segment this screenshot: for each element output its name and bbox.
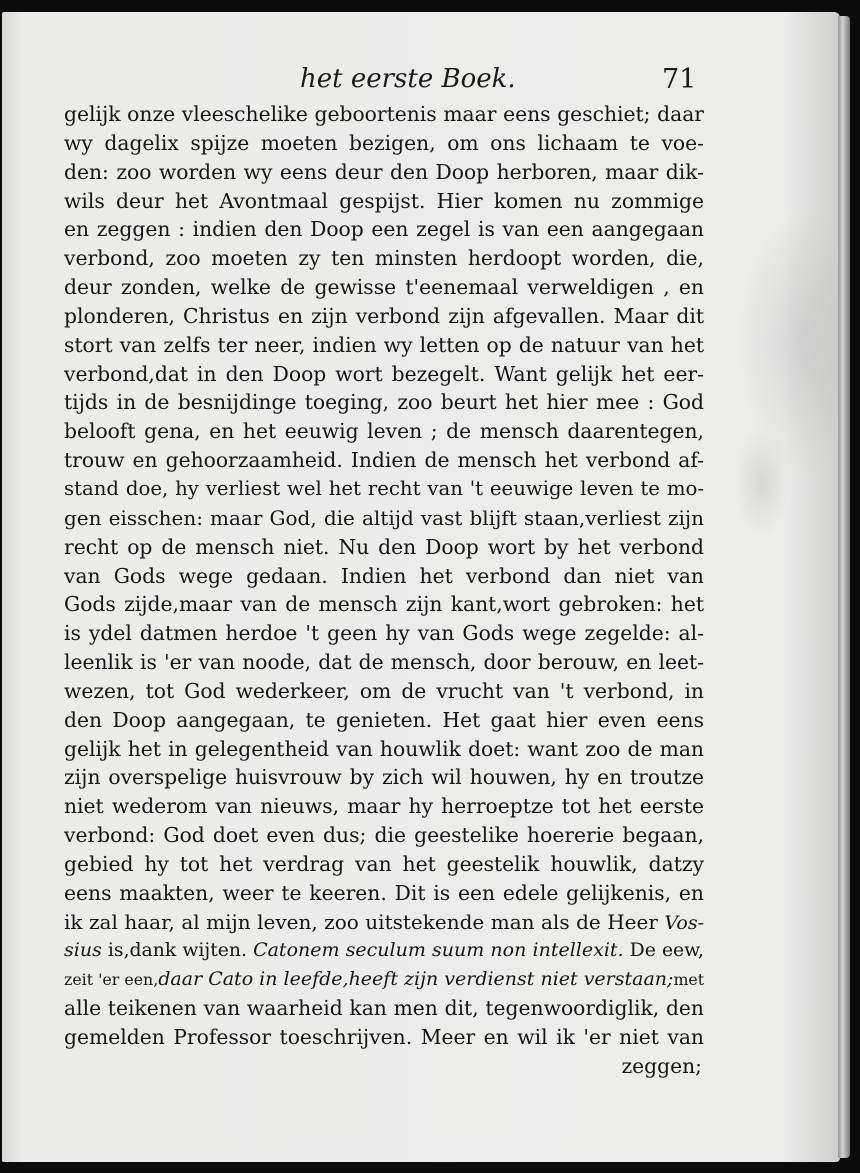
text-line: wezen, tot God wederkeer, om de vrucht van 't verbond, in [64, 678, 704, 703]
text-line [64, 908, 704, 937]
page-edge [838, 16, 850, 1158]
text-line: verbond: God doet even dus; die geestelike hoererie begaan, [64, 823, 704, 848]
text-line: deur zonden, welke de gewisse t'eenemaal verweldigen , en [64, 275, 704, 300]
text-line: tijds in de besnijdinge toeging, zoo beurt het hier mee : God [64, 390, 704, 415]
latin-quotation: Catonem seculum suum non intellexit. [253, 939, 624, 962]
text-line: wy dagelix spijze moeten bezigen, om ons lichaam te voe- [64, 130, 704, 155]
text-line: wils deur het Avontmaal gespijst. Hier komen nu zommige [64, 188, 704, 213]
text-line: eens maakten, weer te keeren. Dit is een edele gelijkenis, en [64, 880, 704, 905]
running-head: het eerste Boek. [300, 64, 516, 94]
text-line [64, 936, 704, 965]
text-line: recht op de mensch niet. Nu den Doop wort by het verbond [64, 534, 704, 559]
text-line: plonderen, Christus en zijn verbond zijn afgevallen. Maar dit [64, 303, 704, 328]
text-line: zijn overspelige huisvrouw by zich wil houwen, hy en troutze [64, 765, 704, 790]
text-line: gelijk onze vleeschelike geboortenis maar eens geschiet; daar [64, 102, 704, 126]
text-line: den Doop aangegaan, te genieten. Het gaat hier even eens [64, 707, 704, 732]
catchword: zeggen; [621, 1053, 702, 1078]
text-run: met [673, 970, 705, 990]
text-line: van Gods wege gedaan. Indien het verbond dan niet van [64, 563, 704, 588]
text-line: gebied hy tot het verdrag van het geestelik houwlik, datzy [64, 851, 704, 876]
text-line: en zeggen : indien den Doop een zegel is van een aangegaan [64, 217, 704, 242]
text-line: gemelden Professor toeschrijven. Meer en wil ik 'er niet van [64, 1025, 704, 1049]
text-line: stort van zelfs ter neer, indien wy letten op de natuur van het [64, 332, 704, 357]
text-run: De eew, [623, 940, 704, 962]
text-line: niet wederom van nieuws, maar hy herroeptze tot het eerste [64, 794, 704, 819]
page-number: 71 [662, 64, 697, 95]
page-header [2, 64, 840, 104]
book-page [2, 12, 840, 1162]
body-text [64, 100, 704, 1081]
text-line [64, 965, 704, 994]
text-run: zeit 'er een, [64, 970, 159, 990]
text-line: verbond,dat in den Doop wort bezegelt. Want gelijk het eer- [64, 361, 704, 386]
text-run: is,dank wijten. [101, 940, 254, 962]
text-line: gen eisschen: maar God, die altijd vast blijft staan,verliest zijn [64, 505, 704, 530]
text-line: verbond, zoo moeten zy ten minsten herdoopt worden, die, [64, 246, 704, 271]
text-line: den: zoo worden wy eens deur den Doop herboren, maar dik- [64, 159, 704, 184]
text-line: Gods zijde,maar van de mensch zijn kant,wort gebroken: het [64, 592, 704, 617]
text-line: alle teikenen van waarheid kan men dit, tegenwoordiglik, den [64, 996, 704, 1021]
text-line: gelijk het in gelegentheid van houwlik doet: want zoo de man [64, 736, 704, 761]
italic-run: Vos- [664, 911, 704, 934]
text-line: leenlik is 'er van noode, dat de mensch, door berouw, en leet- [64, 650, 704, 675]
text-line: stand doe, hy verliest wel het recht van 't eeuwige leven te mo- [64, 476, 704, 500]
text-line: trouw en gehoorzaamheid. Indien de mensch het verbond af- [64, 448, 704, 473]
italic-run: sius [64, 939, 102, 962]
text-run: ik zal haar, al mijn leven, zoo uitstekende man als de Heer [64, 909, 665, 934]
text-line: belooft gena, en het eeuwig leven ; de mensch daarentegen, [64, 419, 704, 444]
text-line: is ydel datmen herdoe 't geen hy van Gods wege zegelde: al- [64, 621, 704, 646]
italic-translation: daar Cato in leefde,heeft zijn verdienst niet verstaan; [158, 968, 674, 991]
